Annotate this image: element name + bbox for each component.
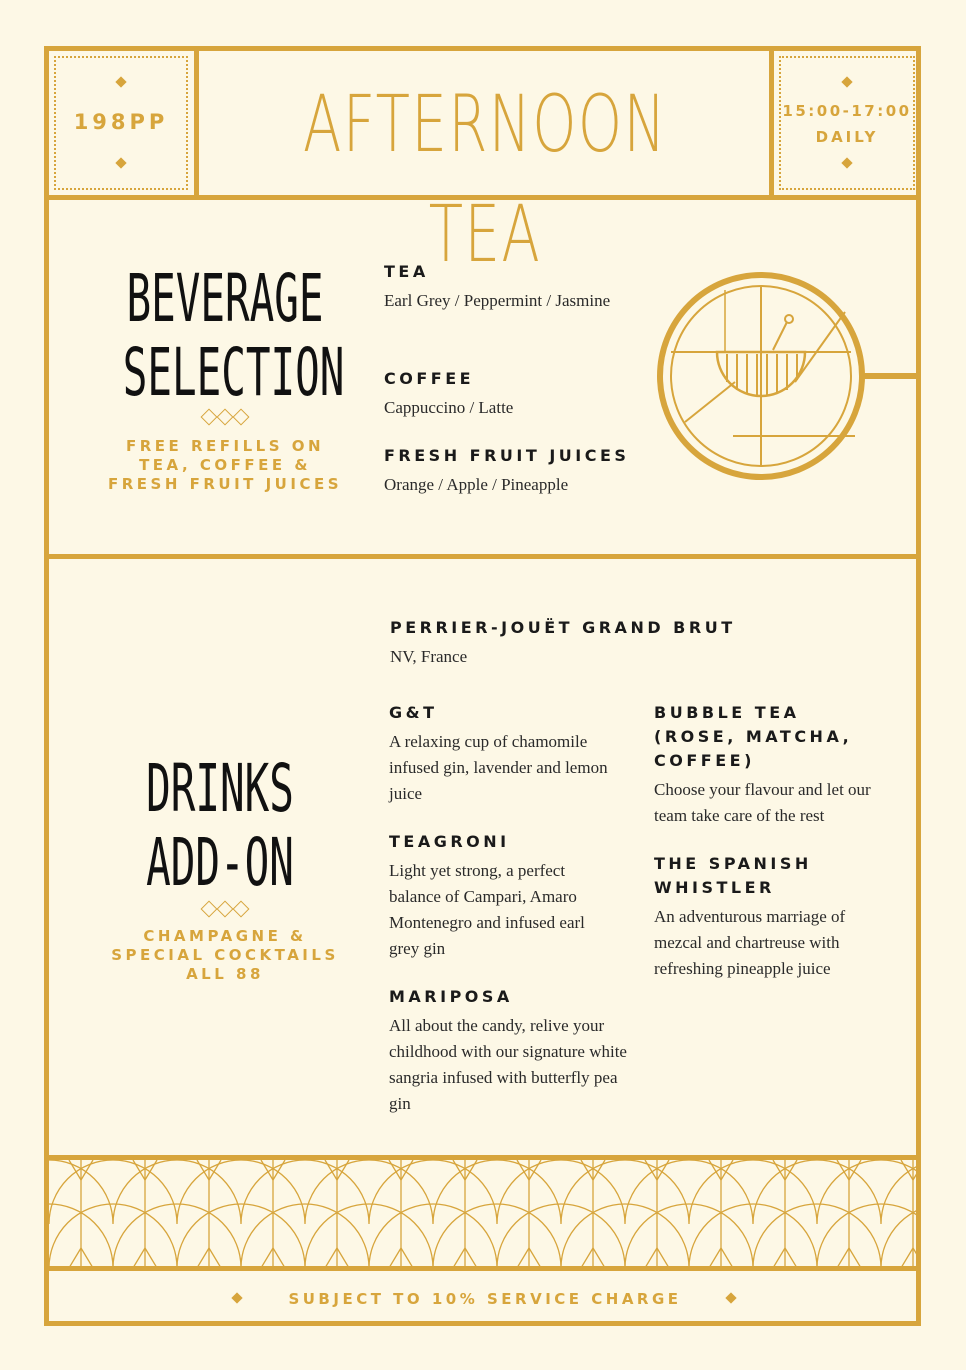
- item-name: THE SPANISH WHISTLER: [654, 854, 812, 897]
- beverage-subtitle-line3: FRESH FRUIT JUICES: [107, 475, 343, 493]
- beverage-item-juices: [384, 444, 654, 498]
- drinks-item-champagne: [390, 616, 750, 670]
- beverage-subtitle-line1: FREE REFILLS ON: [125, 437, 325, 455]
- item-desc: A relaxing cup of chamomile infused gin, lavender and lemon juice: [389, 732, 608, 803]
- drinks-item-mariposa: [389, 985, 639, 1117]
- diamonds-ornament-icon: [201, 902, 249, 920]
- item-desc: All about the candy, relive your childhood with our signature white sangria infused with butterfly pea gin: [389, 1016, 627, 1113]
- frequency-label: DAILY: [815, 128, 879, 146]
- item-name: G&T: [389, 703, 438, 722]
- item-name: PERRIER-JOUËT GRAND BRUT: [390, 618, 736, 637]
- drinks-subtitle-line2: SPECIAL COCKTAILS: [111, 946, 339, 964]
- item-desc: NV, France: [390, 647, 468, 666]
- item-name: COFFEE: [384, 369, 475, 388]
- item-name: MARIPOSA: [389, 987, 513, 1006]
- beverage-item-coffee: [384, 367, 644, 421]
- time-label: 15:00-17:00: [782, 102, 912, 120]
- item-desc: Choose your flavour and let our team take care of the rest: [654, 780, 871, 825]
- item-name: FRESH FRUIT JUICES: [384, 446, 630, 465]
- item-desc: An adventurous marriage of mezcal and chartreuse with refreshing pineapple juice: [654, 907, 846, 978]
- pattern-bottom-divider: [44, 1266, 921, 1271]
- item-name: TEAGRONI: [389, 832, 510, 851]
- item-desc: Light yet strong, a perfect balance of Campari, Amaro Montenegro and infused earl grey gin: [389, 861, 585, 958]
- drinks-item-bubble-tea: [654, 701, 889, 829]
- item-name: TEA: [384, 262, 429, 281]
- drinks-subtitle-line3: ALL 88: [186, 965, 264, 983]
- beverage-title-line2: SELECTION: [122, 334, 345, 411]
- header-left-divider: [194, 46, 199, 196]
- drinks-item-spanish-whistler: [654, 852, 869, 982]
- item-desc: Orange / Apple / Pineapple: [384, 475, 569, 494]
- drinks-title-line1: DRINKS: [146, 750, 294, 827]
- item-name: BUBBLE TEA (ROSE, MATCHA, COFFEE): [654, 703, 853, 770]
- price-label: 198PP: [73, 110, 169, 134]
- cup-emblem-icon: [655, 272, 925, 484]
- beverage-item-tea: [384, 260, 614, 314]
- drinks-title-line2: ADD-ON: [146, 824, 294, 901]
- drinks-subtitle-line1: CHAMPAGNE &: [143, 927, 307, 945]
- item-desc: Earl Grey / Peppermint / Jasmine: [384, 291, 611, 310]
- service-charge-note: SUBJECT TO 10% SERVICE CHARGE: [288, 1290, 682, 1308]
- beverage-subtitle-line2: TEA, COFFEE &: [139, 456, 311, 474]
- drinks-item-teagroni: [389, 830, 604, 962]
- diamonds-ornament-icon: [201, 410, 249, 428]
- item-desc: Cappuccino / Latte: [384, 398, 514, 417]
- page-title: AFTERNOON TEA: [303, 80, 667, 280]
- art-deco-pattern: [49, 1160, 916, 1268]
- section-divider: [44, 554, 921, 559]
- beverage-title-line1: BEVERAGE: [126, 260, 324, 337]
- drinks-item-gt: [389, 701, 624, 807]
- header-right-divider: [769, 46, 774, 196]
